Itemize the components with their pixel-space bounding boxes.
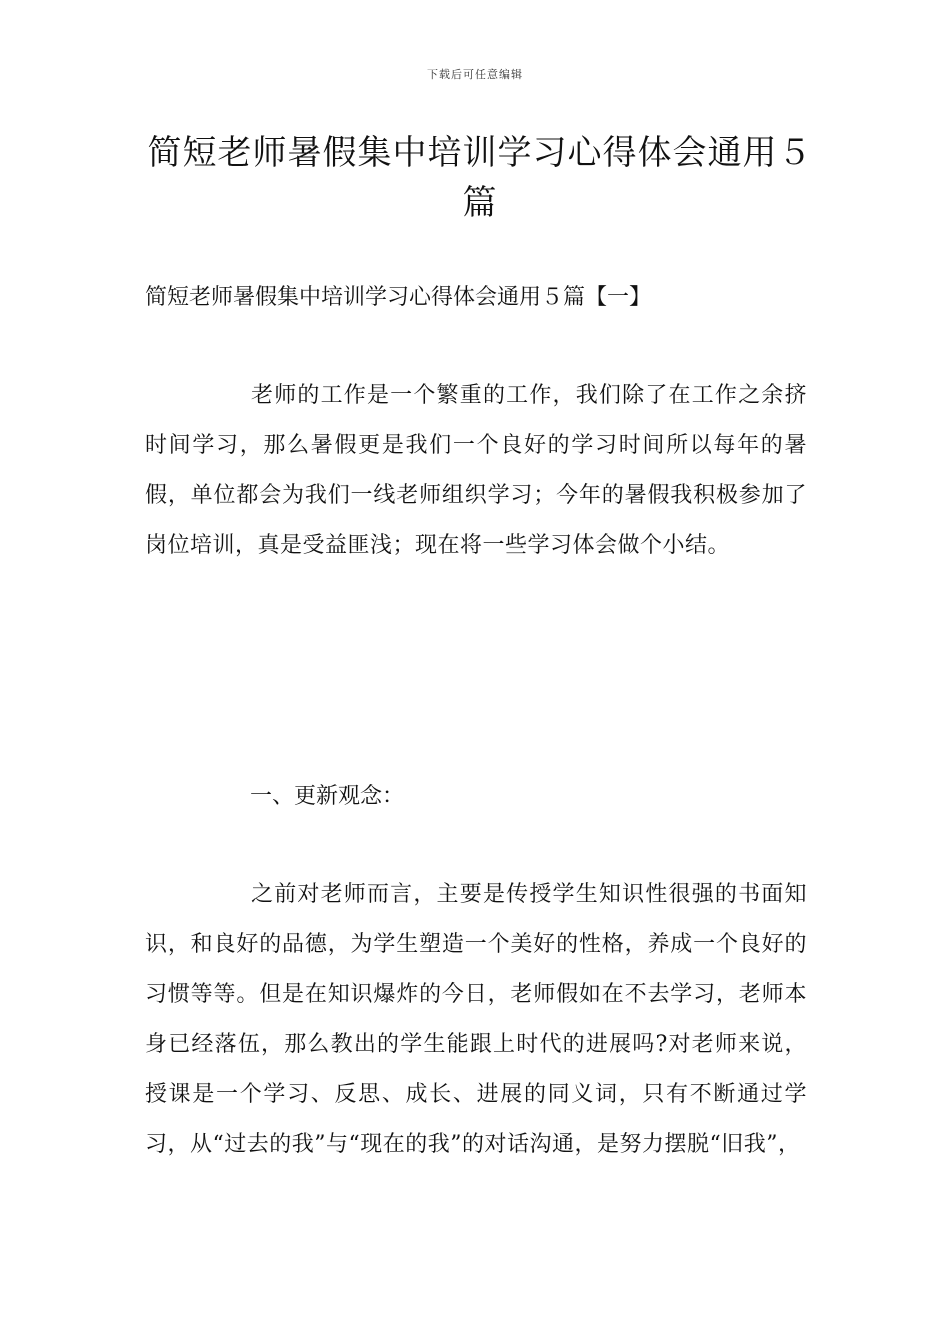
paragraph-intro: 老师的工作是一个繁重的工作，我们除了在工作之余挤时间学习，那么暑假更是我们一个良好的学习时间所以每年的暑假，单位都会为我们一线老师组织学习；今年的暑假我积极参加了岗位培训，真是受益匪浅；现在将一些学习体会做个小结。	[145, 383, 807, 558]
paragraph-body: 之前对老师而言，主要是传授学生知识性很强的书面知识，和良好的品德，为学生塑造一个美好的性格，养成一个良好的习惯等等。但是在知识爆炸的今日，老师假如在不去学习，老师本身已经落伍，那么教出的学生能跟上时代的进展吗?对老师来说，授课是一个学习、反思、成长、进展的同义词，只有不断通过学习，从“过去的我”与“现在的我”的对话沟通，是努力摆脱“旧我”，	[145, 882, 807, 1157]
document-title: 简短老师暑假集中培训学习心得体会通用５篇	[147, 133, 813, 223]
header-note: 下载后可任意编辑	[427, 68, 523, 81]
section-heading: 一、更新观念：	[250, 784, 405, 809]
section-subtitle: 简短老师暑假集中培训学习心得体会通用５篇【一】	[145, 285, 652, 310]
